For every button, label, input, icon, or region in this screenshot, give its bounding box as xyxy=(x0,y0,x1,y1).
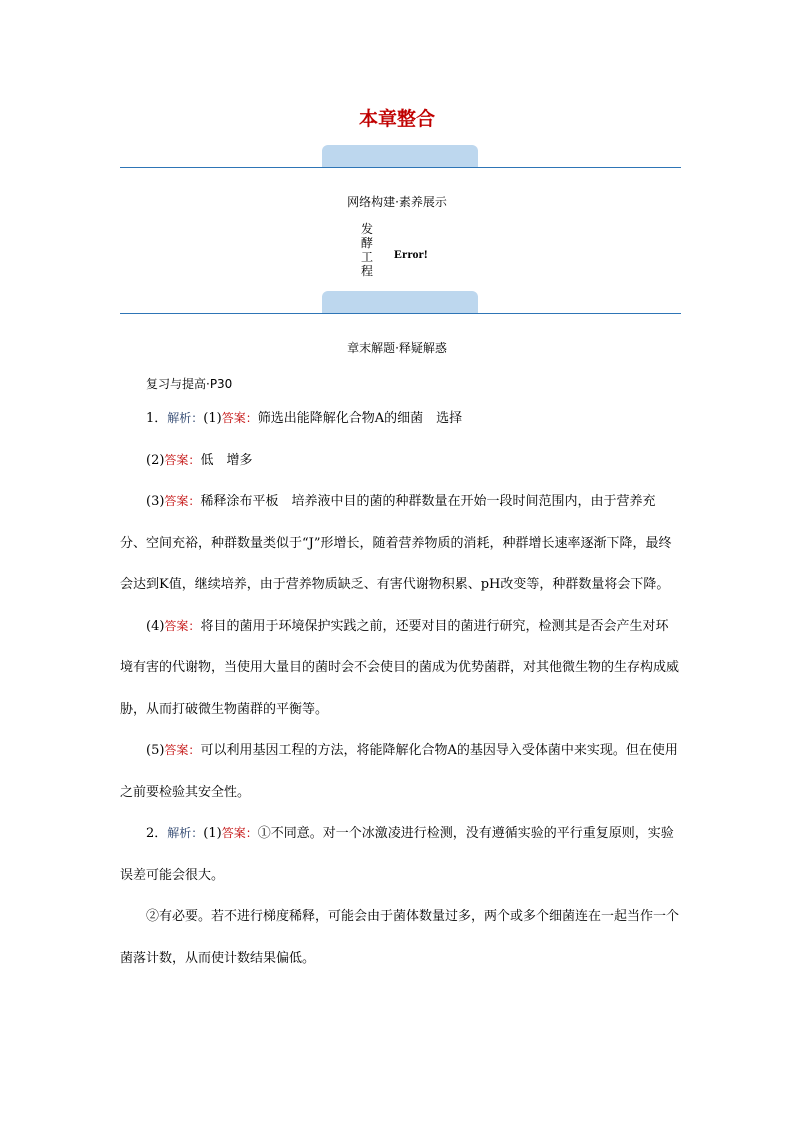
q1-part2: (2)答案：低 增多 xyxy=(146,452,253,468)
banner-tab xyxy=(322,291,478,313)
subheading-review: 复习与提高·P30 xyxy=(146,377,233,391)
q2-part2: ②有必要。若不进行梯度稀释，可能会由于菌体数量过多，两个或多个细菌连在一起当作一个菌落计数，从而使计数结果偏低。 xyxy=(120,909,680,966)
section-banner-2 xyxy=(120,291,681,315)
vertical-label-fermentation: 发 酵 工 程 xyxy=(360,222,373,278)
banner-tab xyxy=(322,145,478,167)
banner-rule xyxy=(120,167,681,168)
q1-part3: (3)答案：稀释涂布平板 培养液中目的菌的种群数量在开始一段时间范围内，由于营养充分、空间充裕，种群数量类似于“J”形增长，随着营养物质的消耗，种群增长速率逐渐下降，最终会达到K值，继续培养，由于营养物质缺乏、有害代谢物积累、pH改变等，种群数量将会下降。 xyxy=(120,494,672,592)
q1-part4: (4)答案：将目的菌用于环境保护实践之前，还要对目的菌进行研究，检测其是否会产生对环境有害的代谢物，当使用大量目的菌时会不会使目的菌成为优势菌群，对其他微生物的生存构成威胁，从而打破微生物菌群的平衡等。 xyxy=(120,618,680,717)
q1-part5: (5)答案：可以利用基因工程的方法，将能降解化合物A的基因导入受体菌中来实现。但在使用之前要检验其安全性。 xyxy=(120,743,678,800)
banner-rule xyxy=(120,313,681,314)
section-heading-network: 网络构建·素养展示 xyxy=(347,195,447,209)
section-banner-1 xyxy=(120,145,681,169)
error-text: Error! xyxy=(394,247,428,261)
answers-body xyxy=(120,398,680,979)
section-heading-answers: 章末解题·释疑解惑 xyxy=(347,341,447,355)
chapter-title: 本章整合 xyxy=(358,108,435,130)
q2-part1: 2．解析：(1)答案：①不同意。对一个冰激凌进行检测，没有遵循实验的平行重复原则，实验误差可能会很大。 xyxy=(120,826,674,883)
q1-part1: 1．解析：(1)答案：筛选出能降解化合物A的细菌 选择 xyxy=(146,411,463,426)
